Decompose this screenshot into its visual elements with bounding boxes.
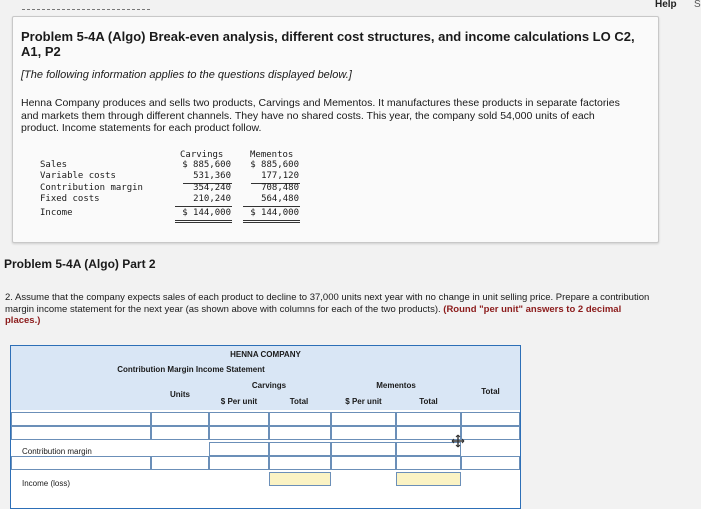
carvings-contribution-margin: 354,240 <box>193 183 231 193</box>
grand-total-header: Total <box>481 387 500 396</box>
part2-question <box>5 292 655 327</box>
row2-label-input[interactable] <box>11 426 151 440</box>
carvings-income: $ 144,000 <box>182 208 231 218</box>
row-label-contribution-margin: Contribution margin <box>22 447 92 456</box>
row1-label-input[interactable] <box>11 412 151 426</box>
units-header: Units <box>170 390 190 399</box>
top-bar <box>0 0 700 14</box>
row1-carvings-total-input[interactable] <box>269 412 331 426</box>
breadcrumb-dashes <box>22 9 150 10</box>
carvings-underline-2 <box>175 206 232 207</box>
mementos-income: $ 144,000 <box>250 208 299 218</box>
rounding-instruction: (Round "per unit" answers to 2 decimal places.) <box>5 303 622 326</box>
row-label-income-loss: Income (loss) <box>22 479 71 488</box>
carvings-fixed-costs: 210,240 <box>193 194 231 204</box>
move-cursor-icon <box>451 434 465 448</box>
row4-mementos-total-input[interactable] <box>396 456 461 470</box>
row-label-sales: Sales <box>40 160 68 170</box>
carvings-double-underline <box>175 220 232 223</box>
row-label-fixed-costs: Fixed costs <box>40 194 100 204</box>
answer-table <box>10 345 521 509</box>
row1-mementos-total-input[interactable] <box>396 412 461 426</box>
mementos-variable-costs: 177,120 <box>261 171 299 181</box>
row2-carvings-per-unit-input[interactable] <box>209 426 269 440</box>
row4-mementos-per-unit-input[interactable] <box>331 456 396 470</box>
row4-grand-total-input[interactable] <box>461 456 520 470</box>
question-text: 2. Assume that the company expects sales of each product to decline to 37,000 units next year with no change in unit selling price. Prepare a contribution margin income statement for the next year (as shown above with columns for each of the two products). <box>5 292 650 315</box>
contribution-carvings-per-unit-input[interactable] <box>209 442 269 456</box>
carvings-header: Carvings <box>251 381 287 390</box>
mementos-sales: $ 885,600 <box>250 160 299 170</box>
problem-title: Problem 5-4A (Algo) Break-even analysis, different cost structures, and income calculations LO C2, A1, P2 <box>21 29 635 59</box>
carvings-per-unit-header: $ Per unit <box>220 397 258 406</box>
income-carvings-total-input[interactable] <box>269 472 331 486</box>
row-label-variable-costs: Variable costs <box>40 171 116 181</box>
row2-carvings-total-input[interactable] <box>269 426 331 440</box>
row1-carvings-per-unit-input[interactable] <box>209 412 269 426</box>
statement-title: Contribution Margin Income Statement <box>117 365 265 374</box>
carvings-total-header: Total <box>289 397 309 406</box>
mementos-fixed-costs: 564,480 <box>261 194 299 204</box>
problem-card <box>12 16 659 243</box>
problem-description: Henna Company produces and sells two products, Carvings and Mementos. It manufactures these products in separate factories and markets them through different channels. They have no shared costs. This year, the company sold 54,000 units of each product. Income statements for each product follow. <box>21 97 620 134</box>
row2-mementos-per-unit-input[interactable] <box>331 426 396 440</box>
help-link[interactable]: Help <box>655 0 677 10</box>
part2-title: Problem 5-4A (Algo) Part 2 <box>4 257 156 271</box>
row1-mementos-per-unit-input[interactable] <box>331 412 396 426</box>
mementos-header: Mementos <box>376 381 416 390</box>
income-mementos-total-input[interactable] <box>396 472 461 486</box>
contribution-carvings-total-input[interactable] <box>269 442 331 456</box>
row2-grand-total-input[interactable] <box>461 426 520 440</box>
row4-label-input[interactable] <box>11 456 151 470</box>
carvings-sales: $ 885,600 <box>182 160 231 170</box>
cut-off-link[interactable]: S <box>694 0 701 10</box>
row1-grand-total-input[interactable] <box>461 412 520 426</box>
row2-units-input[interactable] <box>151 426 209 440</box>
carvings-variable-costs: 531,360 <box>193 171 231 181</box>
col-header-mementos: Mementos <box>250 150 294 160</box>
problem-intro: [The following information applies to the questions displayed below.] <box>21 69 352 81</box>
row4-carvings-total-input[interactable] <box>269 456 331 470</box>
mementos-total-header: Total <box>419 397 438 406</box>
mementos-contribution-margin: 708,480 <box>261 183 299 193</box>
mementos-double-underline <box>243 220 300 223</box>
col-header-carvings: Carvings <box>180 150 224 160</box>
mementos-underline-2 <box>243 206 300 207</box>
row4-carvings-per-unit-input[interactable] <box>209 456 269 470</box>
contribution-mementos-per-unit-input[interactable] <box>331 442 396 456</box>
row1-units-input[interactable] <box>151 412 209 426</box>
row-label-income: Income <box>40 208 73 218</box>
mementos-per-unit-header: $ Per unit <box>345 397 382 406</box>
row-label-contribution-margin: Contribution margin <box>40 183 143 193</box>
company-name: HENNA COMPANY <box>230 350 301 359</box>
row4-units-input[interactable] <box>151 456 209 470</box>
